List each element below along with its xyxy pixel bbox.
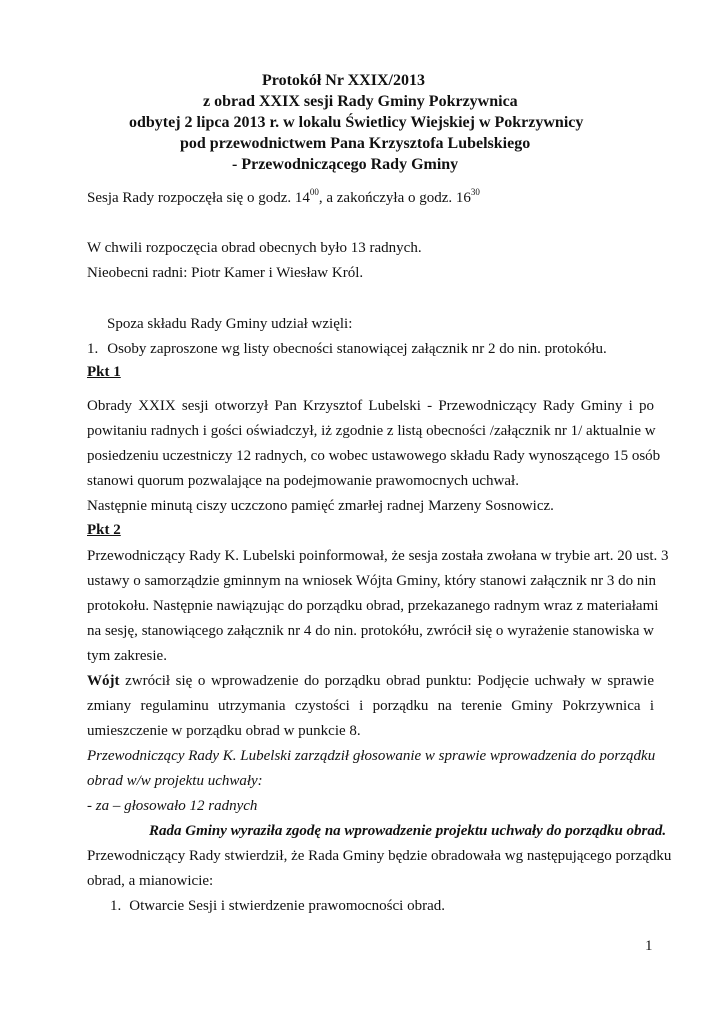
agenda-item-1: 1. Otwarcie Sesji i stwierdzenie prawomocności obrad. [110,898,445,914]
wojt-line-1: Wójt zwrócił się o wprowadzenie do porządku obrad punktu: Podjęcie uchwały w sprawie [87,673,654,689]
session-time: Sesja Rady rozpoczęła się o godz. $14^{00}$, a zakończyła o godz. $16^{30}$ [87,187,480,206]
attendance-absent: Nieobecni radni: Piotr Kamer i Wiesław Król. [87,265,364,281]
pkt1-line-2: powitaniu radnych i gości oświadczył, iż zgodnie z listą obecności /załącznik nr 1/ aktualnie w [87,423,656,439]
pkt2-line-2: ustawy o samorządzie gminnym na wniosek Wójta Gminy, który stanowi załącznik nr 3 do nin [87,573,657,589]
pkt2-line-4: na sesję, stanowiącego załącznik nr 4 do nin. protokółu, zwrócił się o wyrażenie stanowiska w [87,623,654,639]
pkt2-heading: Pkt 2 [87,522,121,538]
attendance-present: W chwili rozpoczęcia obrad obecnych było 13 radnych. [87,240,422,256]
guests-item: 1. Osoby zaproszone wg listy obecności stanowiącej załącznik nr 2 do nin. protokółu. [87,341,607,357]
pkt2-line-5: tym zakresie. [87,648,167,664]
pkt1-line-4: stanowi quorum pozwalające na podejmowanie prawomocnych uchwał. [87,473,519,489]
vote-result: - za – głosowało 12 radnych [87,798,258,814]
title-line-3: odbytej 2 lipca 2013 r. w lokalu Świetlicy Wiejskiej w Pokrzywnicy [129,114,584,131]
pkt1-minute: Następnie minutą ciszy uczczono pamięć zmarłej radnej Marzeny Sosnowicz. [87,498,554,514]
decision: Rada Gminy wyraziła zgodę na wprowadzenie projektu uchwały do porządku obrad. [149,823,667,839]
vote-line-2: obrad w/w projektu uchwały: [87,773,263,789]
pkt2-line-1: Przewodniczący Rady K. Lubelski poinformował, że sesja została zwołana w trybie art. 20 ust. 3 [87,548,669,564]
pkt1-line-3: posiedzeniu uczestniczy 12 radnych, co wobec ustawowego składu Rady wynoszącego 15 osób [87,448,661,464]
pkt1-heading: Pkt 1 [87,364,121,380]
title-line-4: pod przewodnictwem Pana Krzysztofa Lubelskiego [180,135,531,152]
wojt-line-3: umieszczenie w porządku obrad w punkcie 8. [87,723,361,739]
order-line-2: obrad, a mianowicie: [87,873,214,889]
title-line-1: Protokół Nr XXIX/2013 [262,72,425,89]
page-number: 1 [645,938,653,954]
title-line-5: - Przewodniczącego Rady Gminy [232,156,459,173]
guests-intro: Spoza składu Rady Gminy udział wzięli: [107,316,353,332]
title-line-2: z obrad XXIX sesji Rady Gminy Pokrzywnica [203,93,518,110]
wojt-line-2: zmiany regulaminu utrzymania czystości i porządku na terenie Gminy Pokrzywnica i [87,698,654,714]
vote-line-1: Przewodniczący Rady K. Lubelski zarządził głosowanie w sprawie wprowadzenia do porządku [87,748,656,764]
order-line-1: Przewodniczący Rady stwierdził, że Rada Gminy będzie obradowała wg następującego porządku [87,848,672,864]
pkt2-line-3: protokołu. Następnie nawiązując do porządku obrad, przekazanego radnym wraz z materiałami [87,598,659,614]
pkt1-line-1: Obrady XXIX sesji otworzył Pan Krzysztof Lubelski - Przewodniczący Rady Gminy i po [87,398,654,414]
